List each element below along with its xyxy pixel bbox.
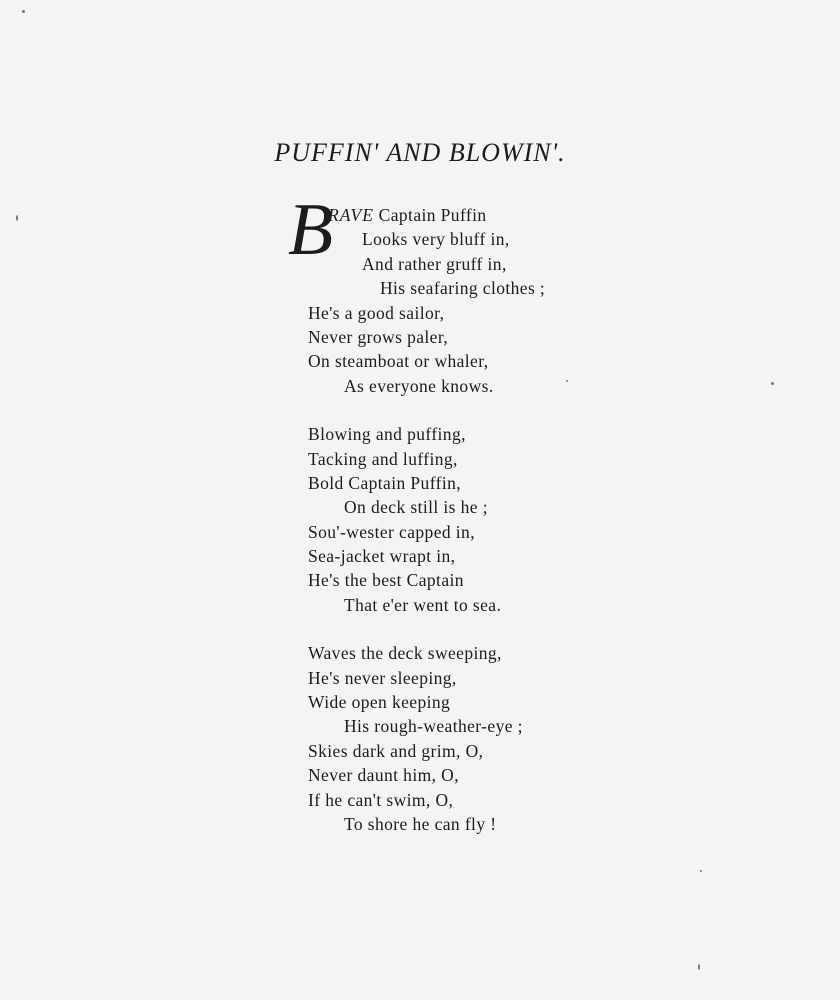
paper-speck (566, 380, 568, 382)
poem-line: On deck still is he ; (344, 497, 489, 518)
paper-speck (771, 382, 774, 385)
stanza-3 (308, 641, 545, 836)
paper-speck (700, 870, 702, 872)
poem-line: Bold Captain Puffin, (308, 472, 462, 493)
poem-line: Looks very bluff in, (362, 229, 510, 250)
first-line-rest: Captain Puffin (373, 205, 487, 225)
poem-line: Waves the deck sweeping, (308, 643, 502, 664)
stanza-2 (308, 422, 545, 617)
poem-line: Sea-jacket wrapt in, (308, 546, 456, 567)
paper-speck (22, 10, 25, 13)
poem-line: Tacking and luffing, (308, 448, 458, 469)
poem-line: To shore he can fly ! (344, 813, 497, 834)
stanza-1 (308, 203, 545, 398)
poem-line (308, 203, 545, 227)
poem-line: His seafaring clothes ; (380, 278, 546, 299)
poem-line: Never daunt him, O, (308, 765, 459, 786)
poem-line: Wide open keeping (308, 692, 451, 713)
poem-line: On steamboat or whaler, (308, 351, 489, 372)
poem-line: He's never sleeping, (308, 667, 457, 688)
first-line-caps: RAVE (328, 205, 374, 225)
poem-line: And rather gruff in, (362, 253, 507, 274)
poem-line: Never grows paler, (308, 326, 449, 347)
poem-body (308, 203, 545, 836)
poem-line: As everyone knows. (344, 375, 494, 396)
poem-line: Skies dark and grim, O, (308, 740, 484, 761)
poem-line: Blowing and puffing, (308, 424, 466, 445)
paper-speck (698, 964, 700, 970)
poem-line: Sou'-wester capped in, (308, 521, 475, 542)
drop-cap: B (288, 189, 334, 271)
poem-line: He's a good sailor, (308, 302, 445, 323)
poem-line: He's the best Captain (308, 570, 464, 591)
paper-speck (16, 215, 18, 221)
poem-title: PUFFIN' AND BLOWIN'. (274, 138, 566, 167)
poem-line: That e'er went to sea. (344, 594, 502, 615)
poem-line: If he can't swim, O, (308, 789, 454, 810)
poem-line: His rough-weather-eye ; (344, 716, 523, 737)
